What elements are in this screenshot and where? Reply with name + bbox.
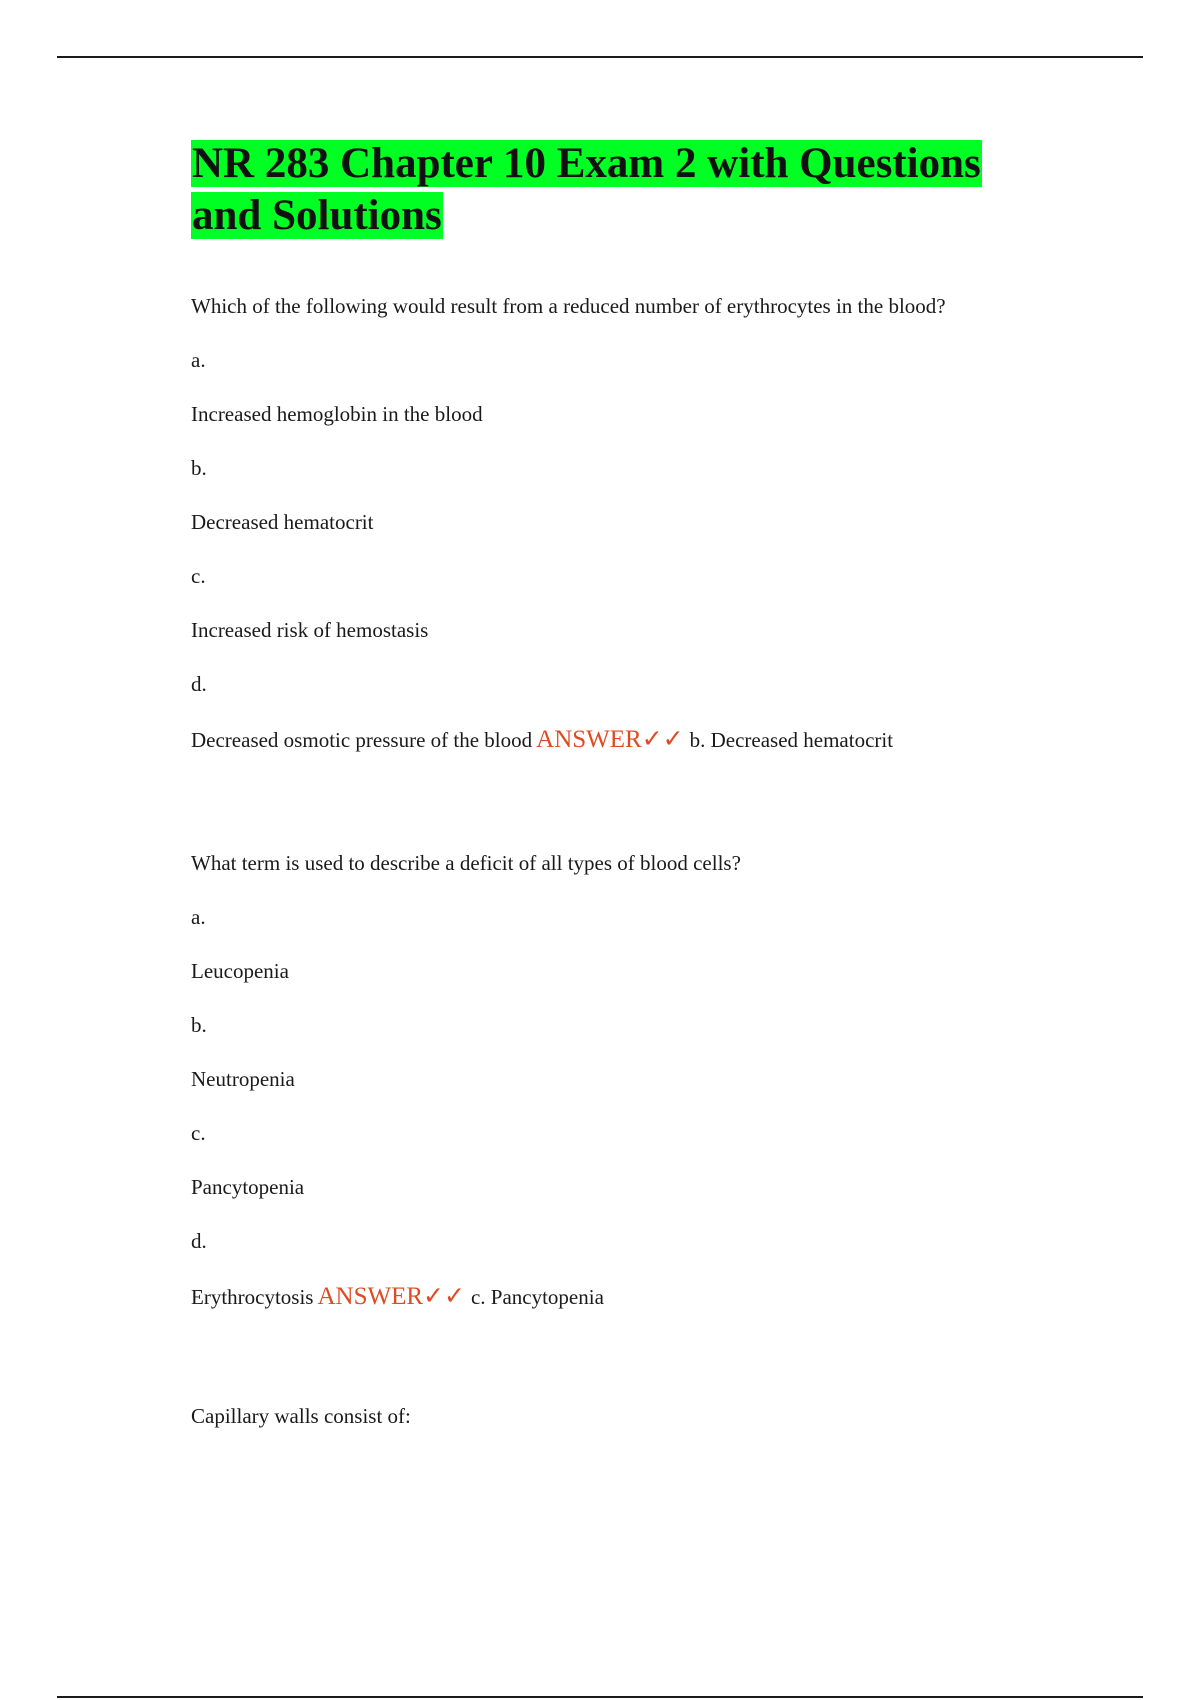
question-prompt: What term is used to describe a deficit of all types of blood cells? xyxy=(191,851,741,875)
option-text-b: Decreased hematocrit xyxy=(191,510,374,534)
answer-text: b. Decreased hematocrit xyxy=(689,728,894,752)
question-prompt: Capillary walls consist of: xyxy=(191,1404,411,1428)
option-text-c: Pancytopenia xyxy=(191,1175,305,1199)
option-letter-b: b. xyxy=(191,456,207,480)
question-3 xyxy=(191,1403,1051,1457)
answer-label: ANSWER✓✓ xyxy=(536,726,684,753)
option-letter-d: d. xyxy=(191,1229,207,1253)
option-text-c: Increased risk of hemostasis xyxy=(191,618,429,642)
question-prompt: Which of the following would result from a reduced number of erythrocytes in the blood? xyxy=(191,294,946,318)
document-title xyxy=(191,138,1051,242)
bottom-rule xyxy=(57,1696,1143,1698)
option-text-a: Increased hemoglobin in the blood xyxy=(191,402,483,426)
option-letter-b: b. xyxy=(191,1013,207,1037)
title-line-2: and Solutions xyxy=(192,192,442,239)
option-text-d: Erythrocytosis xyxy=(191,1285,314,1309)
option-letter-d: d. xyxy=(191,672,207,696)
option-letter-a: a. xyxy=(191,348,206,372)
question-1 xyxy=(191,293,1051,755)
option-text-b: Neutropenia xyxy=(191,1067,295,1091)
option-letter-c: c. xyxy=(191,1121,206,1145)
option-d-with-answer xyxy=(191,725,1051,755)
top-rule xyxy=(57,56,1143,58)
answer-label: ANSWER✓✓ xyxy=(317,1283,465,1310)
option-text-a: Leucopenia xyxy=(191,959,289,983)
option-letter-a: a. xyxy=(191,905,206,929)
option-d-with-answer xyxy=(191,1282,1051,1312)
option-letter-c: c. xyxy=(191,564,206,588)
page-content xyxy=(191,138,1051,1428)
title-line-1: NR 283 Chapter 10 Exam 2 with Questions xyxy=(192,140,981,187)
option-text-d: Decreased osmotic pressure of the blood xyxy=(191,728,533,752)
question-2 xyxy=(191,850,1051,1312)
answer-text: c. Pancytopenia xyxy=(470,1285,604,1309)
